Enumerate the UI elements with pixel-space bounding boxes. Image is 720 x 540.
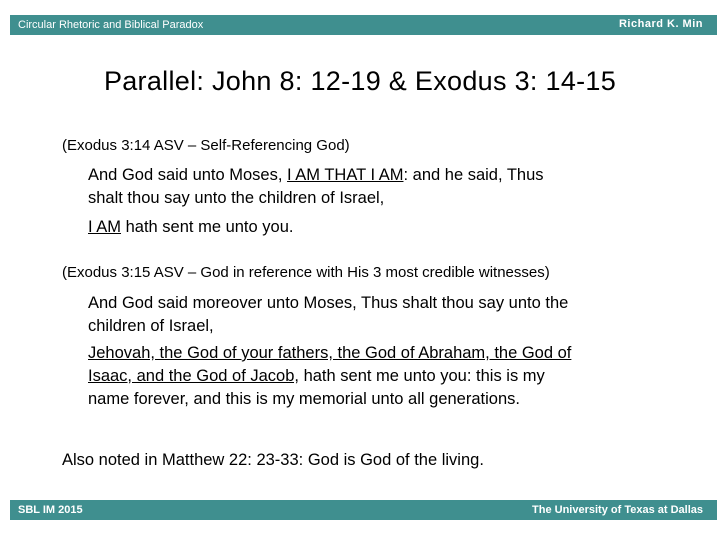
slide-title: Parallel: John 8: 12-19 & Exodus 3: 14-15 <box>103 66 617 96</box>
verse-line: name forever, and this is my memorial unto all generations. <box>88 390 520 408</box>
also-noted-line: Also noted in Matthew 22: 23-33: God is God of the living. <box>62 451 484 469</box>
verse-text: hath sent me unto you: this is my <box>298 367 545 385</box>
verse-line <box>88 342 571 365</box>
verse-exodus-3-15 <box>88 292 571 411</box>
footer-bar <box>10 500 717 520</box>
footer-institution: The University of Texas at Dallas <box>532 504 703 516</box>
verse-line <box>88 365 571 388</box>
footer-event: SBL IM 2015 <box>18 504 83 516</box>
verse-exodus-3-14 <box>88 164 544 239</box>
presentation-title: Circular Rhetoric and Biblical Paradox <box>18 19 204 31</box>
verse-line: shalt thou say unto the children of Israel, <box>88 189 385 207</box>
verse-text: And God said unto Moses, <box>88 166 288 184</box>
verse-text-underlined: I AM THAT I AM <box>287 166 404 184</box>
verse-text-underlined: I AM <box>88 218 122 236</box>
verse-line <box>88 164 544 187</box>
verse-line: children of Israel, <box>88 317 214 335</box>
verse-line <box>88 216 544 239</box>
verse-text-underlined: Isaac, and the God of Jacob, <box>88 367 299 385</box>
reference-exodus-3-14: (Exodus 3:14 ASV – Self-Referencing God) <box>62 137 350 154</box>
header-bar <box>10 15 717 35</box>
verse-line: And God said moreover unto Moses, Thus shalt thou say unto the <box>88 294 569 312</box>
verse-text-underlined: Jehovah, the God of your fathers, the God of Abraham, the God of <box>88 344 572 362</box>
verse-text: : and he said, Thus <box>403 166 544 184</box>
reference-exodus-3-15: (Exodus 3:15 ASV – God in reference with His 3 most credible witnesses) <box>62 264 550 281</box>
author-name: Richard K. Min <box>618 18 703 30</box>
verse-text: hath sent me unto you. <box>121 218 294 236</box>
